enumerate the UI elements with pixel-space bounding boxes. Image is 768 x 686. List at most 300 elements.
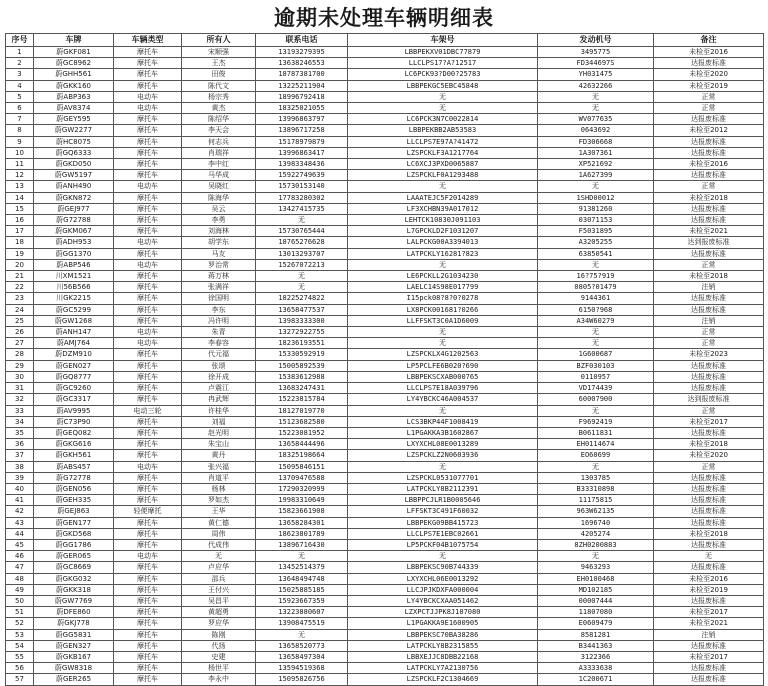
cell-engine-no: A3205255 — [538, 237, 654, 248]
cell-owner: 张颂 — [182, 360, 256, 371]
cell-remark: 未检至2020 — [654, 450, 764, 461]
cell-remark: 达报废标准 — [654, 495, 764, 506]
cell-engine-no: 8581281 — [538, 629, 654, 640]
cell-plate: 蔚GW1268 — [34, 315, 114, 326]
cell-vehicle-type: 摩托车 — [114, 495, 182, 506]
cell-plate: 川56B566 — [34, 282, 114, 293]
cell-vehicle-type: 摩托车 — [114, 282, 182, 293]
cell-vehicle-type: 摩托车 — [114, 517, 182, 528]
cell-vin: 无 — [348, 259, 538, 270]
cell-vin: LP5PCKF04B1075754 — [348, 539, 538, 550]
cell-owner: 卢应华 — [182, 562, 256, 573]
cell-vehicle-type: 摩托车 — [114, 159, 182, 170]
table-row — [6, 439, 764, 450]
table-row — [6, 394, 764, 405]
cell-phone: 13272922755 — [256, 327, 348, 338]
cell-remark: 正常 — [654, 461, 764, 472]
cell-plate: 蔚GEJ977 — [34, 203, 114, 214]
cell-index: 10 — [6, 147, 34, 158]
cell-vin: LLCLPS7E18A039796 — [348, 383, 538, 394]
cell-phone: 15922749639 — [256, 170, 348, 181]
cell-owner: 许桂华 — [182, 405, 256, 416]
cell-phone: 18996792418 — [256, 91, 348, 102]
cell-owner: 冯许明 — [182, 315, 256, 326]
cell-plate: 蔚ADH953 — [34, 237, 114, 248]
cell-vehicle-type: 摩托车 — [114, 562, 182, 573]
cell-engine-no: 60007900 — [538, 394, 654, 405]
cell-owner: 李中红 — [182, 159, 256, 170]
cell-vehicle-type: 摩托车 — [114, 528, 182, 539]
cell-index: 4 — [6, 80, 34, 91]
cell-plate: 蔚ABP363 — [34, 91, 114, 102]
cell-plate: 蔚GG5831 — [34, 629, 114, 640]
cell-vehicle-type: 摩托车 — [114, 80, 182, 91]
cell-index: 11 — [6, 159, 34, 170]
cell-plate: 蔚GKG616 — [34, 439, 114, 450]
cell-plate: 蔚ANH490 — [34, 181, 114, 192]
cell-plate: 蔚GKD050 — [34, 159, 114, 170]
table-row — [6, 371, 764, 382]
cell-remark: 未检至2018 — [654, 271, 764, 282]
cell-plate: 蔚GKG032 — [34, 573, 114, 584]
cell-phone: 13996863797 — [256, 114, 348, 125]
cell-remark: 未检至2018 — [654, 439, 764, 450]
cell-vehicle-type: 摩托车 — [114, 539, 182, 550]
cell-owner: 李勇 — [182, 215, 256, 226]
cell-owner: 罗如杰 — [182, 495, 256, 506]
cell-engine-no: F9692419 — [538, 416, 654, 427]
cell-vehicle-type: 摩托车 — [114, 215, 182, 226]
cell-owner: 吴晓红 — [182, 181, 256, 192]
cell-owner: 代扬 — [182, 640, 256, 651]
cell-vin: L1PGAKKA9E1600905 — [348, 618, 538, 629]
cell-vin: LAELC14S98E017799 — [348, 282, 538, 293]
table-row — [6, 528, 764, 539]
cell-remark: 未检至2017 — [654, 607, 764, 618]
cell-plate: 蔚GC3317 — [34, 394, 114, 405]
table-row — [6, 125, 764, 136]
cell-index: 41 — [6, 495, 34, 506]
cell-vehicle-type: 摩托车 — [114, 483, 182, 494]
cell-vehicle-type: 摩托车 — [114, 136, 182, 147]
cell-owner: 王杰 — [182, 58, 256, 69]
header-remark: 备注 — [654, 34, 764, 47]
cell-vin: LP5PCLFE6B020?690 — [348, 360, 538, 371]
cell-engine-no: 6150?968 — [538, 304, 654, 315]
table-row — [6, 293, 764, 304]
cell-remark: 未检至2021 — [654, 226, 764, 237]
cell-owner: 陈海华 — [182, 192, 256, 203]
cell-engine-no: 无 — [538, 551, 654, 562]
cell-remark: 达报废标准 — [654, 517, 764, 528]
cell-vehicle-type: 摩托车 — [114, 360, 182, 371]
cell-remark: 达报废标准 — [654, 147, 764, 158]
cell-vehicle-type: 摩托车 — [114, 248, 182, 259]
cell-vehicle-type: 摩托车 — [114, 629, 182, 640]
cell-plate: 蔚GEY595 — [34, 114, 114, 125]
cell-remark: 达报废标准 — [654, 674, 764, 685]
table-row — [6, 416, 764, 427]
cell-owner: 张满祥 — [182, 282, 256, 293]
cell-owner: 邵兵 — [182, 573, 256, 584]
cell-remark: 达报废标准 — [654, 203, 764, 214]
cell-vin: LLCJPJKDXFA000004 — [348, 584, 538, 595]
cell-remark: 注销 — [654, 282, 764, 293]
cell-plate: 蔚GEN327 — [34, 640, 114, 651]
cell-phone: 19983310649 — [256, 495, 348, 506]
cell-owner: 朱青 — [182, 327, 256, 338]
cell-phone: 无 — [256, 271, 348, 282]
table-row — [6, 192, 764, 203]
cell-vin: 无 — [348, 461, 538, 472]
cell-owner: 蒋万林 — [182, 271, 256, 282]
cell-phone: 13983348436 — [256, 159, 348, 170]
cell-owner: 黄仁德 — [182, 517, 256, 528]
cell-phone: 13225211904 — [256, 80, 348, 91]
cell-plate: 蔚ABP546 — [34, 259, 114, 270]
table-header-row — [6, 34, 764, 47]
table-row — [6, 640, 764, 651]
cell-index: 51 — [6, 607, 34, 618]
cell-index: 43 — [6, 517, 34, 528]
table-row — [6, 506, 764, 517]
cell-vin: LALPCKG00A3394013 — [348, 237, 538, 248]
table-row — [6, 327, 764, 338]
cell-index: 3 — [6, 69, 34, 80]
cell-engine-no: 1SHD00012 — [538, 192, 654, 203]
cell-owner: 陈代文 — [182, 80, 256, 91]
cell-vehicle-type: 摩托车 — [114, 170, 182, 181]
cell-remark: 未检至2017 — [654, 416, 764, 427]
cell-engine-no: 1A627399 — [538, 170, 654, 181]
cell-phone: 13658520773 — [256, 640, 348, 651]
cell-engine-no: 9144361 — [538, 293, 654, 304]
cell-remark: 正常 — [654, 181, 764, 192]
table-body — [6, 47, 764, 686]
cell-engine-no: 91381260 — [538, 203, 654, 214]
cell-engine-no: F5031895 — [538, 226, 654, 237]
cell-engine-no: B3441363 — [538, 640, 654, 651]
cell-index: 26 — [6, 327, 34, 338]
cell-owner: 张兴福 — [182, 461, 256, 472]
cell-vin: L1PGAKKA3B1602867 — [348, 427, 538, 438]
table-row — [6, 315, 764, 326]
table-row — [6, 248, 764, 259]
cell-plate: 蔚C73P90 — [34, 416, 114, 427]
cell-plate: 蔚GW8318 — [34, 663, 114, 674]
cell-owner: 吴昌平 — [182, 595, 256, 606]
cell-index: 27 — [6, 338, 34, 349]
cell-owner: 朱宝山 — [182, 439, 256, 450]
cell-remark: 未检至2016 — [654, 47, 764, 58]
cell-index: 37 — [6, 450, 34, 461]
cell-vehicle-type: 摩托车 — [114, 58, 182, 69]
cell-owner: 杨林 — [182, 483, 256, 494]
table-row — [6, 282, 764, 293]
cell-remark: 达报废标准 — [654, 472, 764, 483]
cell-phone: 15730765444 — [256, 226, 348, 237]
cell-phone: 17290320999 — [256, 483, 348, 494]
cell-phone: 15223815784 — [256, 394, 348, 405]
table-row — [6, 69, 764, 80]
cell-index: 7 — [6, 114, 34, 125]
cell-vin: LLCLPS17?A?12517 — [348, 58, 538, 69]
cell-remark: 正常 — [654, 91, 764, 102]
cell-owner: 田俊 — [182, 69, 256, 80]
table-row — [6, 483, 764, 494]
cell-phone: 18623801789 — [256, 528, 348, 539]
cell-index: 40 — [6, 483, 34, 494]
cell-phone: 15178979879 — [256, 136, 348, 147]
cell-vin: LC6XCJ3PXD0065887 — [348, 159, 538, 170]
cell-index: 21 — [6, 271, 34, 282]
cell-engine-no: 11175815 — [538, 495, 654, 506]
table-row — [6, 674, 764, 685]
cell-engine-no: 03071153 — [538, 215, 654, 226]
cell-vin: LAAATEJC5F2014289 — [348, 192, 538, 203]
cell-owner: 代成伟 — [182, 539, 256, 550]
cell-plate: 蔚GER265 — [34, 674, 114, 685]
table-row — [6, 517, 764, 528]
cell-plate: 蔚GW7769 — [34, 595, 114, 606]
cell-vehicle-type: 摩托车 — [114, 304, 182, 315]
header-plate: 车牌 — [34, 34, 114, 47]
cell-index: 49 — [6, 584, 34, 595]
cell-vin: 无 — [348, 91, 538, 102]
header-index: 序号 — [6, 34, 34, 47]
cell-plate: 蔚GEN056 — [34, 483, 114, 494]
cell-phone: 无 — [256, 551, 348, 562]
cell-engine-no: 无 — [538, 327, 654, 338]
cell-phone: 18765276628 — [256, 237, 348, 248]
cell-index: 12 — [6, 170, 34, 181]
cell-vin: LBBPEKSC70BA38286 — [348, 629, 538, 640]
table-row — [6, 539, 764, 550]
cell-index: 46 — [6, 551, 34, 562]
cell-remark: 达报废标准 — [654, 383, 764, 394]
cell-engine-no: 4205274 — [538, 528, 654, 539]
cell-vehicle-type: 电动车 — [114, 259, 182, 270]
cell-remark: 未检至2018 — [654, 528, 764, 539]
cell-phone: 15005892539 — [256, 360, 348, 371]
table-row — [6, 349, 764, 360]
cell-remark: 正常 — [654, 327, 764, 338]
page-title: 逾期未处理车辆明细表 — [274, 5, 494, 30]
cell-index: 19 — [6, 248, 34, 259]
cell-vin: LZSPCKL0531077701 — [348, 472, 538, 483]
cell-remark: 达报废标准 — [654, 360, 764, 371]
cell-plate: 蔚GEJ863 — [34, 506, 114, 517]
cell-phone: 18787381700 — [256, 69, 348, 80]
cell-index: 6 — [6, 103, 34, 114]
cell-vehicle-type: 摩托车 — [114, 595, 182, 606]
cell-phone: 18225274822 — [256, 293, 348, 304]
cell-plate: 蔚AMJ764 — [34, 338, 114, 349]
cell-engine-no: FD344697S — [538, 58, 654, 69]
cell-index: 38 — [6, 461, 34, 472]
cell-engine-no: 无 — [538, 338, 654, 349]
cell-plate: 蔚GKB167 — [34, 651, 114, 662]
cell-phone: 13638246553 — [256, 58, 348, 69]
cell-index: 16 — [6, 215, 34, 226]
cell-remark: 达报废标准 — [654, 427, 764, 438]
table-row — [6, 450, 764, 461]
table-row — [6, 159, 764, 170]
cell-vin: LLFFSKT3C0A1D6009 — [348, 315, 538, 326]
cell-engine-no: 3122366 — [538, 651, 654, 662]
table-row — [6, 215, 764, 226]
header-phone: 联系电话 — [256, 34, 348, 47]
cell-phone: 15223081952 — [256, 427, 348, 438]
cell-index: 17 — [6, 226, 34, 237]
cell-vehicle-type: 摩托车 — [114, 383, 182, 394]
cell-index: 25 — [6, 315, 34, 326]
cell-plate: 蔚GW5197 — [34, 170, 114, 181]
cell-owner: 黄丹 — [182, 450, 256, 461]
cell-remark: 达报废标准 — [654, 293, 764, 304]
table-row — [6, 651, 764, 662]
cell-plate: 蔚GHH561 — [34, 69, 114, 80]
cell-vehicle-type: 摩托车 — [114, 450, 182, 461]
cell-vin: LY4YBCKC46A004537 — [348, 394, 538, 405]
cell-plate: 蔚ABS457 — [34, 461, 114, 472]
cell-index: 42 — [6, 506, 34, 517]
cell-owner: 卢震江 — [182, 383, 256, 394]
cell-phone: 13709476588 — [256, 472, 348, 483]
cell-phone: 15923667359 — [256, 595, 348, 606]
cell-engine-no: 1696740 — [538, 517, 654, 528]
cell-remark: 达报废标准 — [654, 248, 764, 259]
cell-phone: 13013293707 — [256, 248, 348, 259]
cell-remark: 达到报废标准 — [654, 394, 764, 405]
cell-phone: 18325021055 — [256, 103, 348, 114]
cell-phone: 13427415735 — [256, 203, 348, 214]
cell-index: 53 — [6, 629, 34, 640]
cell-index: 29 — [6, 360, 34, 371]
cell-phone: 13896717258 — [256, 125, 348, 136]
cell-plate: 蔚GKJ778 — [34, 618, 114, 629]
cell-engine-no: 0110957 — [538, 371, 654, 382]
cell-vehicle-type: 摩托车 — [114, 394, 182, 405]
cell-remark: 无 — [654, 551, 764, 562]
cell-remark: 达报废标准 — [654, 483, 764, 494]
cell-remark: 注销 — [654, 629, 764, 640]
header-vehicle-type: 车辆类型 — [114, 34, 182, 47]
cell-owner: 吴云 — [182, 203, 256, 214]
cell-vehicle-type: 摩托车 — [114, 293, 182, 304]
cell-remark: 达报废标准 — [654, 371, 764, 382]
cell-engine-no: 963W62135 — [538, 506, 654, 517]
cell-phone: 无 — [256, 215, 348, 226]
cell-phone: 13983333300 — [256, 315, 348, 326]
table-row — [6, 562, 764, 573]
cell-owner: 王华 — [182, 506, 256, 517]
table-row — [6, 136, 764, 147]
cell-vin: 无 — [348, 405, 538, 416]
cell-plate: 蔚GQ8777 — [34, 371, 114, 382]
cell-remark: 达报废标准 — [654, 663, 764, 674]
cell-remark: 达报废标准 — [654, 114, 764, 125]
vehicle-table — [5, 33, 764, 686]
cell-plate: 蔚GKM067 — [34, 226, 114, 237]
table-row — [6, 595, 764, 606]
cell-index: 20 — [6, 259, 34, 270]
table-row — [6, 629, 764, 640]
cell-plate: 蔚GEN177 — [34, 517, 114, 528]
cell-phone: 13683247431 — [256, 383, 348, 394]
cell-owner: 周伟 — [182, 528, 256, 539]
cell-owner: 徐开成 — [182, 371, 256, 382]
cell-plate: 蔚GW2277 — [34, 125, 114, 136]
cell-owner: 刘福 — [182, 416, 256, 427]
cell-remark: 未检至2021 — [654, 618, 764, 629]
cell-vehicle-type: 摩托车 — [114, 472, 182, 483]
cell-owner: 罗应华 — [182, 618, 256, 629]
table-row — [6, 618, 764, 629]
cell-phone: 13658284301 — [256, 517, 348, 528]
cell-remark: 达报废标准 — [654, 136, 764, 147]
cell-plate: 蔚GC8962 — [34, 58, 114, 69]
cell-owner: 冉武辉 — [182, 394, 256, 405]
cell-plate: 蔚GEN027 — [34, 360, 114, 371]
cell-remark: 达报废标准 — [654, 506, 764, 517]
cell-engine-no: 无 — [538, 461, 654, 472]
cell-engine-no: 1A307361 — [538, 147, 654, 158]
table-row — [6, 304, 764, 315]
cell-vin: LBBPEKBB2AB53583 — [348, 125, 538, 136]
cell-vin: LE6PCKLL2G1034230 — [348, 271, 538, 282]
cell-index: 35 — [6, 427, 34, 438]
cell-plate: 蔚GKD568 — [34, 528, 114, 539]
cell-phone: 无 — [256, 629, 348, 640]
cell-engine-no: 无 — [538, 405, 654, 416]
cell-remark: 未检至2018 — [654, 192, 764, 203]
cell-phone: 无 — [256, 282, 348, 293]
cell-plate: 蔚DZM910 — [34, 349, 114, 360]
cell-owner: 陈绍华 — [182, 114, 256, 125]
cell-index: 32 — [6, 394, 34, 405]
cell-phone: 13452514379 — [256, 562, 348, 573]
cell-vehicle-type: 电动三轮 — [114, 405, 182, 416]
cell-phone: 18127019770 — [256, 405, 348, 416]
cell-vin: LY4YBCKCXAA051462 — [348, 595, 538, 606]
cell-engine-no: 9463293 — [538, 562, 654, 573]
cell-phone: 18236193551 — [256, 338, 348, 349]
cell-engine-no: 8ZH0200883 — [538, 539, 654, 550]
cell-remark: 未检至2023 — [654, 349, 764, 360]
cell-vin: LZXPCTJJPK8J107080 — [348, 607, 538, 618]
cell-plate: 蔚G72778 — [34, 472, 114, 483]
cell-remark: 未检至2017 — [654, 651, 764, 662]
cell-vin: LZSPCKLX4G1202563 — [348, 349, 538, 360]
cell-remark: 达到报废标准 — [654, 237, 764, 248]
table-row — [6, 461, 764, 472]
cell-plate: 蔚GC8669 — [34, 562, 114, 573]
cell-remark: 未检至2012 — [654, 125, 764, 136]
cell-vin: LZSPCKLF3A1217764 — [348, 147, 538, 158]
table-row — [6, 259, 764, 270]
cell-engine-no: 16?75?919 — [538, 271, 654, 282]
cell-phone: 17783280302 — [256, 192, 348, 203]
cell-index: 14 — [6, 192, 34, 203]
cell-remark: 未检至2019 — [654, 584, 764, 595]
cell-phone: 15330592919 — [256, 349, 348, 360]
cell-vehicle-type: 摩托车 — [114, 607, 182, 618]
cell-owner: 王付兴 — [182, 584, 256, 595]
cell-vin: LC6PCK93?D00?25783 — [348, 69, 538, 80]
cell-vehicle-type: 电动车 — [114, 181, 182, 192]
cell-owner: 李东 — [182, 304, 256, 315]
